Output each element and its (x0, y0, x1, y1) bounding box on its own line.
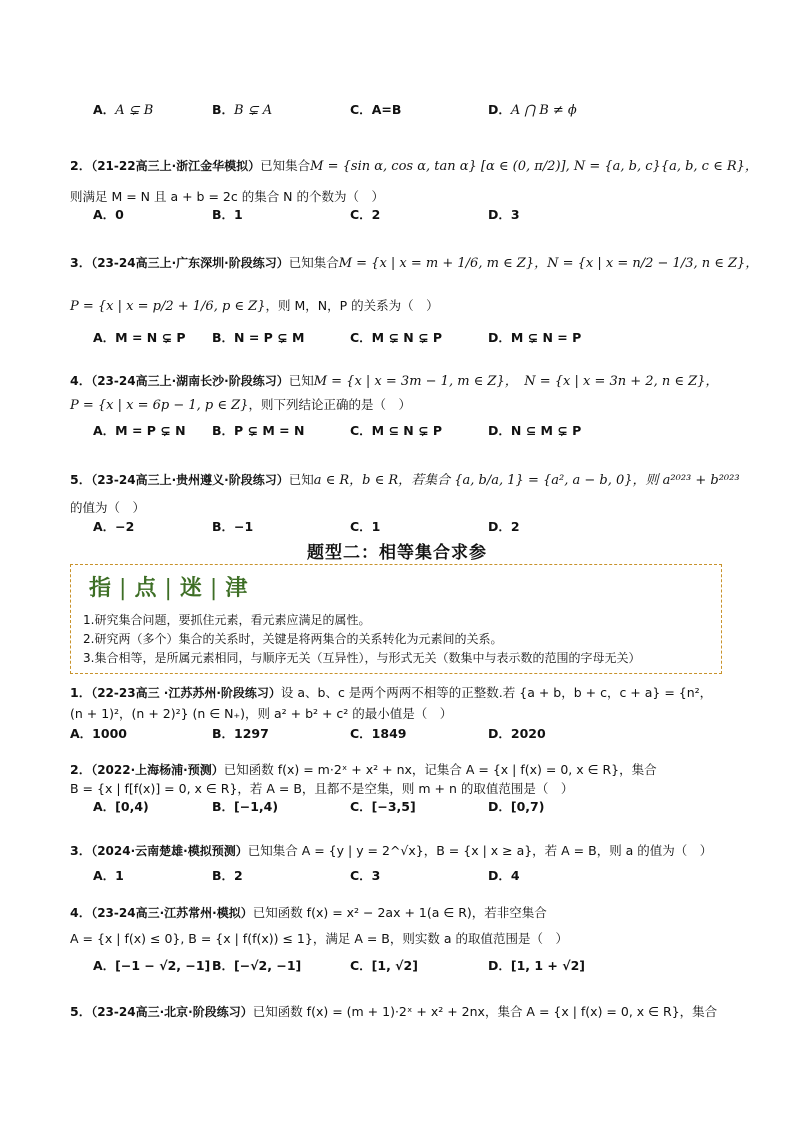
tips-title-char: 津 (225, 576, 250, 601)
question-text: 设 a、b、c 是两个两两不相等的正整数.若 {a + b，b + c，c + a} = {n²， (280, 685, 713, 700)
question-text: (n + 1)²，(n + 2)²} (n ∈ N₊)，则 a² + b² + c² 的最小值是（ ） (70, 706, 453, 721)
tips-title-char: 点 (134, 576, 159, 601)
question-source: （21-22高三上·浙江金华模拟） (91, 159, 261, 173)
question-source: （22-23高三 ·江苏苏州·阶段练习） (91, 686, 281, 700)
question-text: 已知函数 f(x) = x² − 2ax + 1(a ∈ R)，若非空集合 (252, 905, 547, 920)
option-d: D．4 (488, 868, 520, 883)
question-p2-options (0, 797, 794, 819)
divider: | (164, 576, 174, 601)
option-b: B．N = P ⊊ M (212, 330, 305, 345)
option-a: A．M = P ⊊ N (93, 423, 186, 438)
option-a: A．A ⊊ B (93, 102, 154, 118)
option-b: B．P ⊊ M = N (212, 423, 305, 438)
option-a: A．M = N ⊊ P (93, 330, 186, 345)
question-text: A = {x | f(x) ≤ 0}, B = {x | f(f(x)) ≤ 1}，满足 A = B，则实数 a 的取值范围是（ ） (70, 931, 568, 946)
option-b: B．[−√2, −1] (212, 958, 302, 973)
option-a: A．[−1 − √2, −1] (93, 958, 211, 973)
option-d: D．[0,7) (488, 799, 545, 814)
option-c: C．2 (350, 207, 381, 222)
option-c: C．3 (350, 868, 381, 883)
question-number: 1． (70, 685, 92, 700)
question-math: a ∈ R，b ∈ R，若集合 {a, b/a, 1} = {a², a − b, 0}，则 a²⁰²³ + b²⁰²³ (313, 473, 740, 488)
question-source: （23-24高三上·广东深圳·阶段练习） (91, 256, 289, 270)
divider: | (119, 576, 129, 601)
question-math: M = {x | x = m + 1/6, m ∈ Z}，N = {x | x = n/2 − 1/3, n ∈ Z}， (338, 256, 759, 271)
question-source: （23-24高三·北京·阶段练习） (91, 1005, 253, 1019)
option-d: D．[1, 1 + √2] (488, 958, 586, 973)
question-math: P = {x | x = p/2 + 1/6, p ∈ Z} (70, 299, 266, 314)
question-source: （23-24高三上·贵州遵义·阶段练习） (91, 473, 289, 487)
option-a: A．0 (93, 207, 124, 222)
option-b: B．2 (212, 868, 243, 883)
question-p4-stem-line2 (70, 928, 730, 950)
option-b: B．[−1,4) (212, 799, 279, 814)
question-number: 4． (70, 905, 92, 920)
question-source: （23-24高三·江苏常州·模拟） (91, 906, 253, 920)
option-d: D．2020 (488, 726, 546, 741)
option-c: C．1849 (350, 726, 407, 741)
option-d: D．M ⊊ N = P (488, 330, 582, 345)
question-math: M = {x | x = 3m − 1, m ∈ Z}， N = {x | x = 3n + 2, n ∈ Z}， (313, 374, 719, 389)
question-number: 4． (70, 373, 92, 388)
option-b: B．1297 (212, 726, 269, 741)
question-text: ，则下列结论正确的是（ ） (248, 397, 411, 412)
option-a: A．1000 (70, 726, 127, 741)
option-d: D．A ⋂ B ≠ ϕ (488, 102, 577, 118)
question-source: （2024·云南楚雄·模拟预测） (91, 844, 248, 858)
question-number: 5． (70, 472, 92, 487)
question-2-stem (70, 155, 758, 178)
question-4-options (0, 421, 794, 443)
question-5-options (0, 517, 794, 539)
tips-box (70, 564, 722, 674)
option-d: D．2 (488, 519, 520, 534)
question-p5-stem (70, 1001, 730, 1023)
options-row-top (0, 100, 794, 122)
option-a: A．[0,4) (93, 799, 149, 814)
question-p1-stem-line2 (70, 703, 730, 725)
question-p1-stem (70, 682, 730, 704)
question-text: 已知集合 A = {y | y = 2^√x}，B = {x | x ≥ a}，若 A = B，则 a 的值为（ ） (247, 843, 713, 858)
tips-line: 1.研究集合问题，要抓住元素，看元素应满足的属性。 (83, 613, 371, 627)
question-2-options (0, 205, 794, 227)
question-number: 5． (70, 1004, 92, 1019)
question-text: 已知集合 (288, 255, 339, 270)
question-number: 3． (70, 255, 92, 270)
question-math: M = {sin α, cos α, tan α} [α ∈ (0, π/2)], N = {a, b, c}{a, b, c ∈ R}， (310, 159, 758, 174)
question-number: 2． (70, 158, 92, 173)
option-b: B．B ⊊ A (212, 102, 273, 118)
question-3-stem-line2 (70, 295, 730, 318)
option-d: D．3 (488, 207, 520, 222)
section-title: 题型二：相等集合求参 (307, 543, 487, 563)
option-b: B．1 (212, 207, 243, 222)
option-c: C．1 (350, 519, 381, 534)
question-3-stem (70, 252, 759, 275)
option-c: C．[1, √2] (350, 958, 418, 973)
option-b: B．−1 (212, 519, 254, 534)
question-5-stem (70, 469, 740, 492)
question-p3-stem (70, 840, 730, 862)
question-math: P = {x | x = 6p − 1, p ∈ Z} (70, 398, 249, 413)
question-text: 已知集合 (260, 158, 311, 173)
question-text: 已知函数 f(x) = m·2ˣ + x² + nx，记集合 A = {x | f(x) = 0, x ∈ R}，集合 (223, 762, 657, 777)
tips-title-char: 指 (89, 576, 114, 601)
question-p4-stem (70, 902, 730, 924)
question-text: B = {x | f[f(x)] = 0, x ∈ R}，若 A = B，且都不是空集，则 m + n 的取值范围是（ ） (70, 781, 574, 796)
option-c: C．[−3,5] (350, 799, 416, 814)
question-p1-options (0, 724, 794, 746)
option-c: C．M ⊊ N ⊊ P (350, 330, 443, 345)
question-text: 则满足 M = N 且 a + b = 2c 的集合 N 的个数为（ ） (70, 189, 385, 204)
question-3-options (0, 328, 794, 350)
question-source: （23-24高三上·湖南长沙·阶段练习） (91, 374, 289, 388)
question-5-stem-line2 (70, 497, 730, 519)
question-number: 3． (70, 843, 92, 858)
option-c: C．A=B (350, 102, 402, 117)
question-number: 2． (70, 762, 92, 777)
question-p3-options (0, 866, 794, 888)
tips-line: 2.研究两（多个）集合的关系时，关键是将两集合的关系转化为元素间的关系。 (83, 632, 503, 646)
question-text: 已知 (288, 373, 314, 388)
question-4-stem (70, 370, 730, 393)
option-a: A．−2 (93, 519, 135, 534)
option-d: D．N ⊆ M ⊊ P (488, 423, 582, 438)
question-text: 已知 (288, 472, 314, 487)
option-a: A．1 (93, 868, 124, 883)
question-text: ，则 M，N，P 的关系为（ ） (265, 298, 439, 313)
question-text: 的值为（ ） (70, 500, 146, 515)
tips-line: 3.集合相等，是所属元素相同，与顺序无关（互异性），与形式无关（数集中与表示数的范围的字母无关） (83, 651, 641, 665)
question-text: 已知函数 f(x) = (m + 1)·2ˣ + x² + 2nx，集合 A = {x | f(x) = 0, x ∈ R}，集合 (252, 1004, 718, 1019)
question-4-stem-line2 (70, 394, 730, 417)
question-source: （2022·上海杨浦·预测） (91, 763, 224, 777)
divider: | (209, 576, 220, 601)
option-c: C．M ⊆ N ⊊ P (350, 423, 443, 438)
tips-title-char: 迷 (179, 576, 204, 601)
tips-title (89, 571, 249, 602)
question-p4-options (0, 956, 794, 978)
